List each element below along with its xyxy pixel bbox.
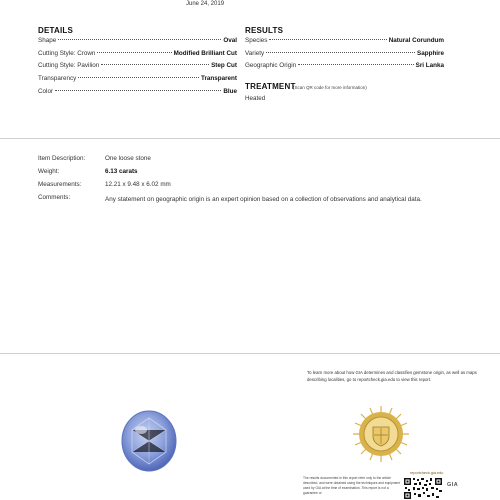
leader-dots [266, 52, 415, 53]
details-value: Oval [223, 37, 237, 44]
details-value: Modified Brilliant Cut [173, 50, 237, 57]
details-row-shape [38, 36, 237, 46]
details-title: DETAILS [38, 26, 74, 35]
results-label: Geographic Origin [245, 62, 297, 69]
measurements-label: Measurements: [38, 181, 82, 188]
leader-dots [101, 64, 209, 65]
details-label: Color [38, 88, 54, 95]
results-title: RESULTS [245, 26, 284, 35]
results-row-species [245, 36, 444, 46]
results-label: Species [245, 37, 268, 44]
website-text: reportcheck.gia.edu [410, 471, 444, 475]
details-row-transparency [38, 74, 237, 84]
qr-code-icon[interactable] [403, 477, 443, 500]
treatment-title: TREATMENT [245, 82, 296, 91]
weight-value: 6.13 carats [105, 168, 138, 175]
learn-more-text: To learn more about how GIA determines and classifies gemstone origin, as well as maps describing localities, go to reportcheck.gia.edu to view this report. [307, 370, 477, 382]
leader-dots [269, 39, 386, 40]
treatment-note: (Scan QR code for more information) [293, 85, 367, 90]
disclaimer-text: The results documented in this report refer only to the article described, and were obtained using the techniques and equipment used by GIA at the time of examination. This report is not a guarantee or [303, 476, 401, 495]
section-divider [0, 138, 500, 139]
leader-dots [298, 64, 414, 65]
treatment-value: Heated [245, 95, 266, 102]
item-description-value: One loose stone [105, 155, 151, 162]
gem-photo [120, 410, 178, 472]
results-row-origin [245, 61, 444, 71]
leader-dots [78, 77, 199, 78]
details-row-pavilion [38, 61, 237, 71]
item-description-label: Item Description: [38, 155, 86, 162]
details-label: Transparency [38, 75, 77, 82]
results-value: Sri Lanka [415, 62, 444, 69]
details-label: Shape [38, 37, 57, 44]
details-row-crown [38, 49, 237, 59]
details-row-color [38, 87, 237, 97]
details-value: Transparent [200, 75, 237, 82]
results-row-variety [245, 49, 444, 59]
results-value: Natural Corundum [388, 37, 444, 44]
details-label: Cutting Style: Pavilion [38, 62, 100, 69]
qr-brand-text: GIA [447, 482, 459, 488]
details-value: Step Cut [211, 62, 237, 69]
gia-hologram-seal-icon [352, 405, 410, 463]
measurements-value: 12.21 x 9.48 x 6.02 mm [105, 181, 171, 188]
comments-label: Comments: [38, 194, 71, 201]
results-value: Sapphire [417, 50, 444, 57]
report-date: June 24, 2019 [186, 1, 225, 7]
details-label: Cutting Style: Crown [38, 50, 96, 57]
footer-divider [0, 353, 500, 354]
weight-label: Weight: [38, 168, 60, 175]
leader-dots [55, 90, 221, 91]
results-label: Variety [245, 50, 265, 57]
leader-dots [97, 52, 171, 53]
comments-value: Any statement on geographic origin is an expert opinion based on a collection of observations and analytical data. [105, 196, 422, 203]
details-value: Blue [223, 88, 237, 95]
leader-dots [58, 39, 221, 40]
